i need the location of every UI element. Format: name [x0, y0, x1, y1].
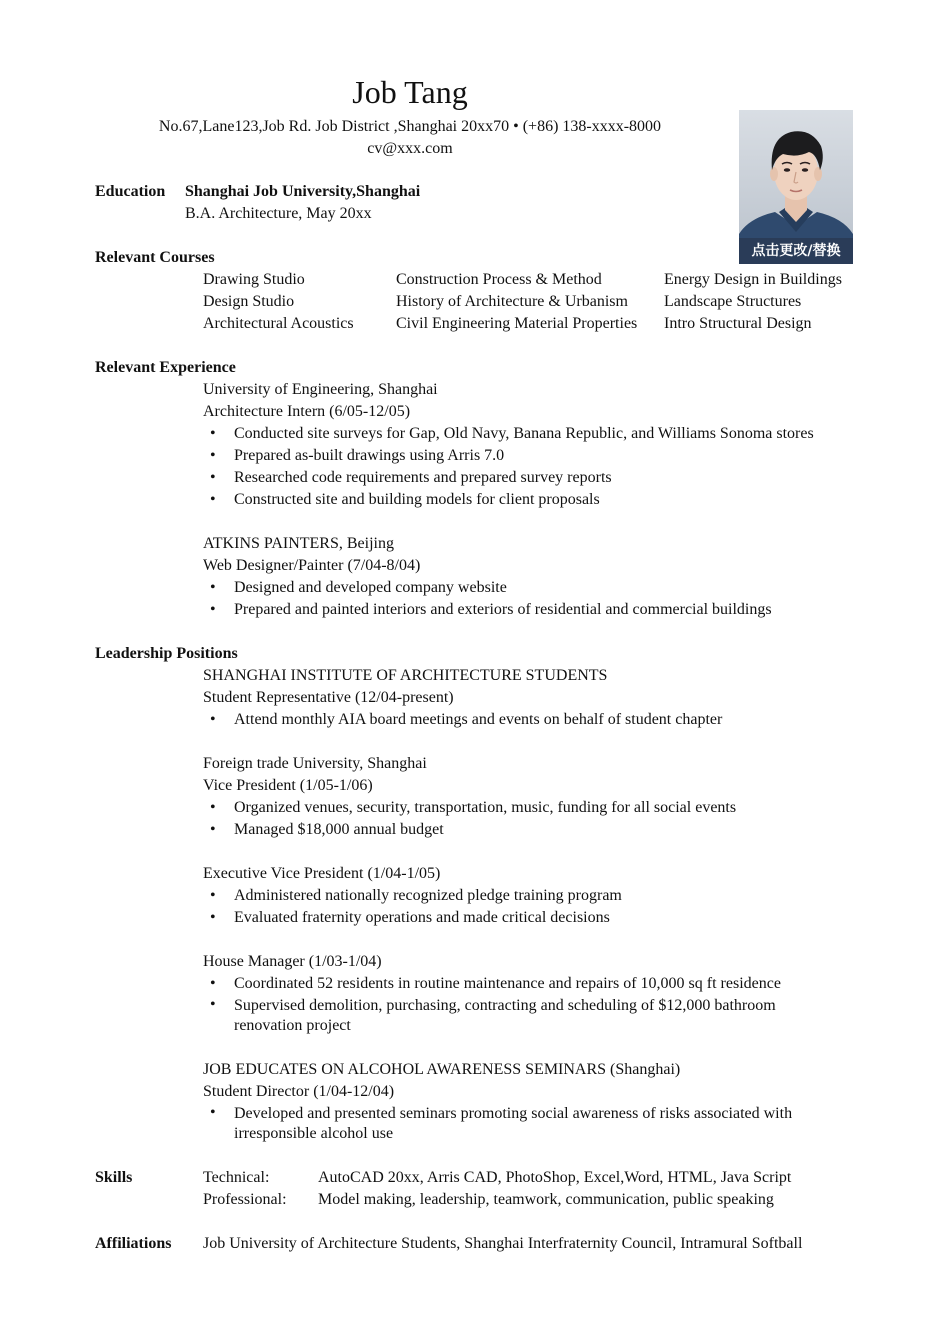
leadership-bullets — [203, 973, 813, 1037]
leadership-role: Vice President (1/05-1/06) — [203, 777, 373, 794]
list-item: • Developed and presented seminars promoting social awareness of risks associated with irresponsible alcohol use — [210, 1104, 793, 1142]
list-item: • Managed $18,000 annual budget — [210, 821, 444, 838]
candidate-name: Job Tang — [352, 74, 468, 110]
list-item: • Organized venues, security, transportation, music, funding for all social events — [210, 799, 737, 816]
affiliations-heading: Affiliations — [95, 1235, 172, 1252]
contact-block — [110, 116, 710, 160]
photo-caption[interactable]: 点击更改/替换 — [739, 238, 853, 264]
leadership-role: Executive Vice President (1/04-1/05) — [203, 865, 441, 882]
leadership-bullets — [203, 1103, 833, 1145]
profile-photo[interactable] — [739, 110, 853, 264]
list-item: • Attend monthly AIA board meetings and events on behalf of student chapter — [210, 711, 723, 728]
courses-heading: Relevant Courses — [95, 249, 215, 266]
list-item: • Constructed site and building models for client proposals — [210, 491, 600, 508]
leadership-bullets — [203, 885, 863, 929]
list-item: • Prepared and painted interiors and exteriors of residential and commercial buildings — [210, 601, 772, 618]
address-line: No.67,Lane123,Job Rd. Job District ,Shanghai 20xx70 • (+86) 138-xxxx-8000 — [158, 118, 662, 135]
list-item: • Researched code requirements and prepared survey reports — [210, 469, 612, 486]
list-item: • Designed and developed company website — [210, 579, 507, 596]
course-item: Design Studio — [203, 293, 295, 310]
education-degree: B.A. Architecture, May 20xx — [185, 205, 372, 222]
education-heading: Education — [95, 183, 166, 200]
list-item: • Prepared as-built drawings using Arris 7.0 — [210, 447, 505, 464]
leadership-bullets — [203, 797, 863, 841]
list-item: • Evaluated fraternity operations and made critical decisions — [210, 909, 610, 926]
experience-bullets — [203, 423, 863, 511]
experience-role: Architecture Intern (6/05-12/05) — [203, 403, 411, 420]
leadership-role: Student Director (1/04-12/04) — [203, 1083, 395, 1100]
skills-professional: Model making, leadership, teamwork, communication, public speaking — [318, 1191, 774, 1208]
course-item: Drawing Studio — [203, 271, 305, 288]
affiliations-text: Job University of Architecture Students, Shanghai Interfraternity Council, Intramural Softball — [203, 1235, 803, 1252]
leadership-bullets — [203, 709, 863, 731]
leadership-role: House Manager (1/03-1/04) — [203, 953, 382, 970]
course-item: Architectural Acoustics — [203, 315, 354, 332]
course-item: Intro Structural Design — [664, 315, 812, 332]
list-item: • Coordinated 52 residents in routine maintenance and repairs of 10,000 sq ft residence — [210, 975, 781, 992]
list-item: • Conducted site surveys for Gap, Old Navy, Banana Republic, and Williams Sonoma stores — [210, 425, 814, 442]
education-school: Shanghai Job University,Shanghai — [185, 183, 421, 200]
experience-role: Web Designer/Painter (7/04-8/04) — [203, 557, 421, 574]
course-item: Civil Engineering Material Properties — [396, 315, 638, 332]
experience-heading: Relevant Experience — [95, 359, 236, 376]
leadership-heading: Leadership Positions — [95, 645, 238, 662]
leadership-org: Foreign trade University, Shanghai — [203, 755, 427, 772]
experience-bullets — [203, 577, 863, 621]
course-item: Landscape Structures — [664, 293, 802, 310]
course-item: Construction Process & Method — [396, 271, 602, 288]
experience-org: ATKINS PAINTERS, Beijing — [203, 535, 394, 552]
email[interactable]: cv@xxx.com — [367, 140, 453, 157]
skills-professional-label: Professional: — [203, 1191, 287, 1208]
list-item: • Administered nationally recognized pledge training program — [210, 887, 622, 904]
course-item: Energy Design in Buildings — [664, 271, 842, 288]
leadership-role: Student Representative (12/04-present) — [203, 689, 454, 706]
skills-technical-label: Technical: — [203, 1169, 270, 1186]
experience-org: University of Engineering, Shanghai — [203, 381, 438, 398]
list-item: • Supervised demolition, purchasing, contracting and scheduling of $12,000 bathroom renovation project — [210, 996, 776, 1034]
leadership-org: SHANGHAI INSTITUTE OF ARCHITECTURE STUDENTS — [203, 667, 608, 684]
skills-heading: Skills — [95, 1169, 133, 1186]
skills-technical: AutoCAD 20xx, Arris CAD, PhotoShop, Excel,Word, HTML, Java Script — [318, 1169, 792, 1186]
course-item: History of Architecture & Urbanism — [396, 293, 628, 310]
leadership-org: JOB EDUCATES ON ALCOHOL AWARENESS SEMINARS (Shanghai) — [203, 1061, 681, 1078]
